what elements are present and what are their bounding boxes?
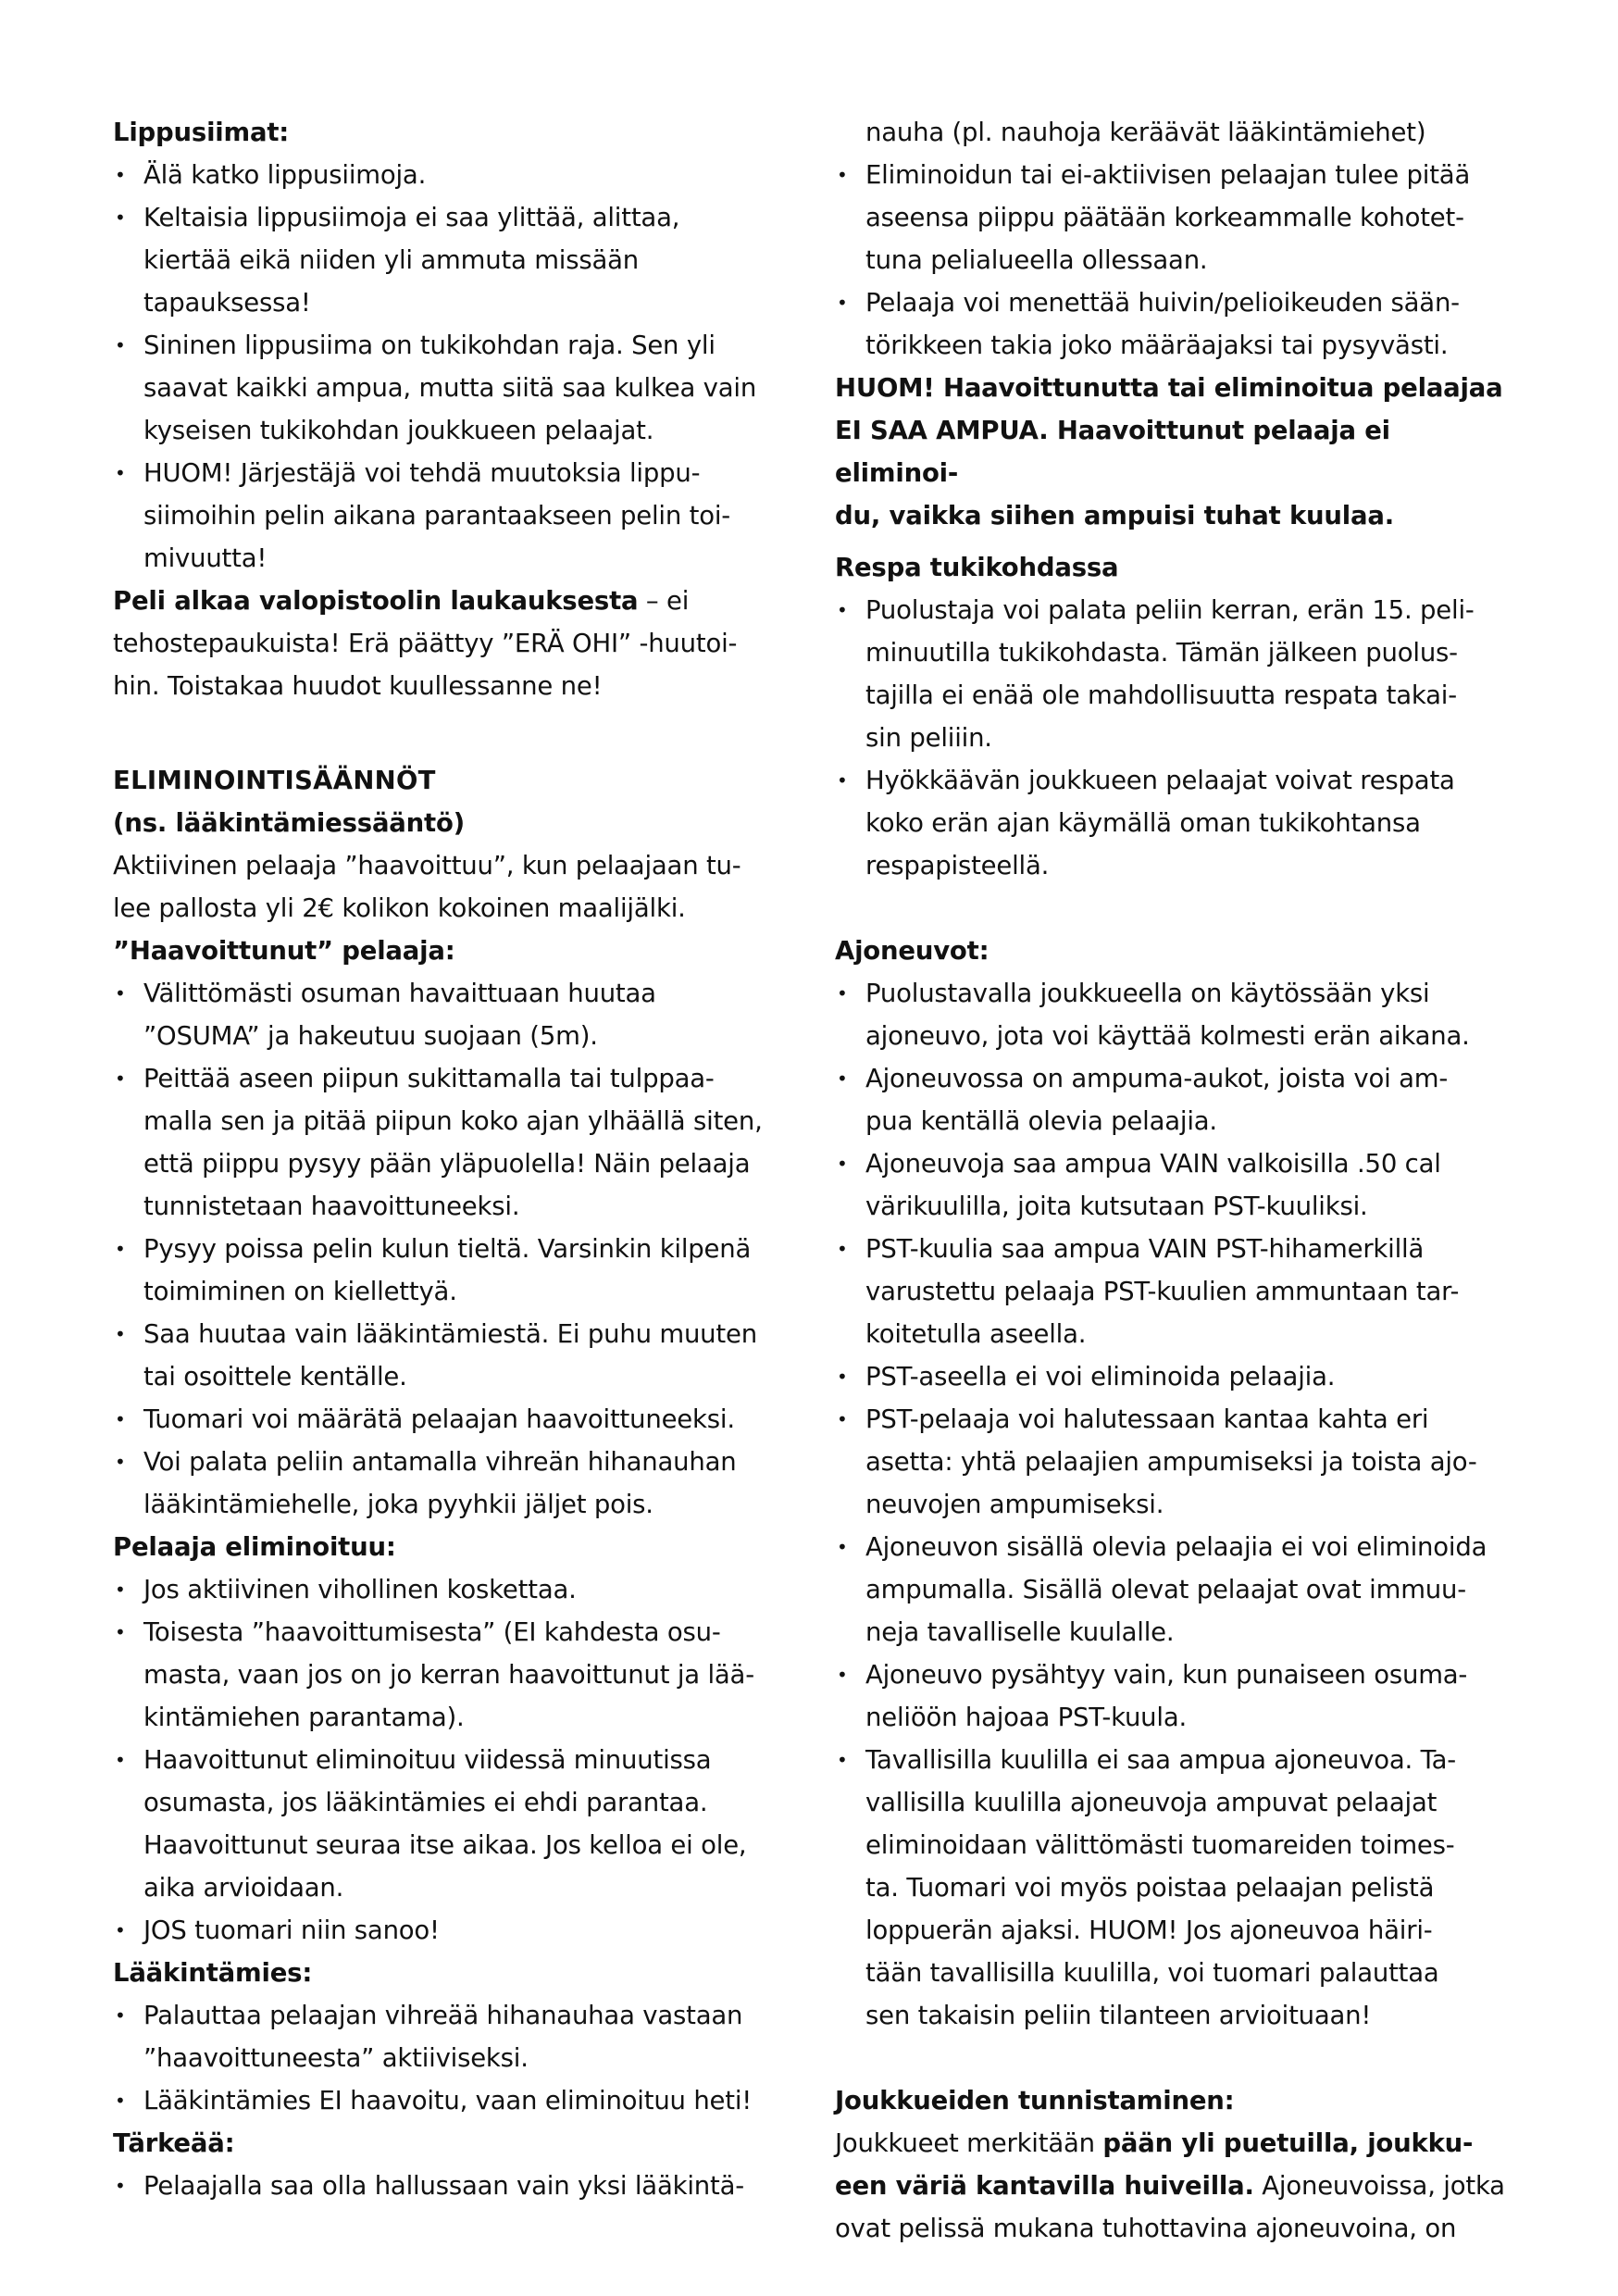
bold-text: Peli alkaa valopistoolin laukauksesta	[113, 586, 639, 616]
section-heading-respa: Respa tukikohdassa	[835, 553, 1119, 582]
section-title-elimination-rules: ELIMINOINTISÄÄNNÖT	[113, 766, 436, 795]
list-item: • Lääkintämies EI haavoitu, vaan eliminoituu heti!	[113, 2079, 793, 2122]
list-item: • Tavallisilla kuulilla ei saa ampua ajoneuvoa. Ta- vallisilla kuulilla ajoneuvoja ampuvat pelaajat eliminoidaan välittömästi tuomareiden toimes- ta. Tuomari voi myös poistaa pelaajan pelistä loppuerän ajaksi. HUOM! Jos ajoneuvoa häiri- tään tavallisilla kuulilla, voi tuomari palauttaa sen takaisin peliin tilanteen arvioituaan!	[835, 1739, 1515, 2037]
bold-text: pään yli puetuilla, joukku-	[1102, 2128, 1474, 2158]
teams-paragraph: Joukkueet merkitään pään yli puetuilla, joukku- een väriä kantavilla huiveilla. Ajoneuvoissa, jotka ovat pelissä mukana tuhottavina ajoneuvoina, on	[835, 2128, 1505, 2243]
section-heading-medic: Lääkintämies:	[113, 1958, 313, 1988]
bullet-list	[113, 972, 793, 1526]
list-item: • Haavoittunut eliminoituu viidessä minuutissa osumasta, jos lääkintämies ei ehdi parantaa. Haavoittunut seuraa itse aikaa. Jos kelloa ei ole, aika arvioidaan.	[113, 1739, 793, 1909]
list-item: • Palauttaa pelaajan vihreää hihanauhaa vastaan ”haavoittuneesta” aktiiviseksi.	[113, 1994, 793, 2079]
list-item: • Ajoneuvo pysähtyy vain, kun punaiseen osuma- neliöön hajoaa PST-kuula.	[835, 1653, 1515, 1739]
list-item: • Hyökkäävän joukkueen pelaajat voivat respata koko erän ajan käymällä oman tukikohtansa respapisteellä.	[835, 759, 1515, 887]
list-item: • Välittömästi osuman havaittuaan huutaa ”OSUMA” ja hakeutuu suojaan (5m).	[113, 972, 793, 1057]
right-column	[835, 111, 1515, 2250]
list-item: • PST-aseella ei voi eliminoida pelaajia.	[835, 1355, 1515, 1398]
bullet-list	[113, 2165, 793, 2207]
bullet-list	[113, 1994, 793, 2122]
bullet-list	[835, 589, 1515, 887]
list-item: • Ajoneuvoja saa ampua VAIN valkoisilla .50 cal värikuulilla, joita kutsutaan PST-kuuliksi.	[835, 1142, 1515, 1228]
section-heading-teams: Joukkueiden tunnistaminen:	[835, 2086, 1235, 2115]
paragraph-game-start: Peli alkaa valopistoolin laukauksesta – ei	[113, 586, 690, 616]
bold-text: een väriä kantavilla huiveilla.	[835, 2171, 1254, 2201]
bullet-list	[113, 154, 793, 580]
list-item: • Pysyy poissa pelin kulun tieltä. Varsinkin kilpenä toimiminen on kiellettyä.	[113, 1228, 793, 1313]
list-item: • Ajoneuvossa on ampuma-aukot, joista voi am- pua kentällä olevia pelaajia.	[835, 1057, 1515, 1142]
list-item: • Peittää aseen piipun sukittamalla tai tulppaa- malla sen ja pitää piipun koko ajan ylhäällä siten, että piippu pysyy pään yläpuolella! Näin pelaaja tunnistetaan haavoittuneeksi.	[113, 1057, 793, 1228]
section-heading-important: Tärkeää:	[113, 2128, 235, 2158]
intro-paragraph: Aktiivinen pelaaja ”haavoittuu”, kun pelaajaan tu- lee pallosta yli 2€ kolikon kokoinen maalijälki.	[113, 851, 741, 923]
bullet-list	[835, 972, 1515, 2037]
list-item: • Pelaajalla saa olla hallussaan vain yksi lääkintä-	[113, 2165, 793, 2207]
left-column	[113, 111, 793, 2207]
list-continuation: nauha (pl. nauhoja keräävät lääkintämiehet)	[865, 118, 1426, 147]
list-item: • Keltaisia lippusiimoja ei saa ylittää, alittaa, kiertää eikä niiden yli ammuta missään tapauksessa!	[113, 196, 793, 324]
list-item: • Eliminoidun tai ei-aktiivisen pelaajan tulee pitää aseensa piippu päätään korkeammalle kohotet- tuna pelialueella ollessaan.	[835, 154, 1515, 281]
bullet-list	[113, 1568, 793, 1952]
bold-note: HUOM! Haavoittunutta tai eliminoitua pelaajaa EI SAA AMPUA. Haavoittunut pelaaja ei eliminoi- du, vaikka siihen ampuisi tuhat kuulaa.	[835, 373, 1503, 530]
section-heading-lippusiimat: Lippusiimat:	[113, 118, 290, 147]
section-heading-eliminated: Pelaaja eliminoituu:	[113, 1532, 396, 1562]
paragraph-lines: tehostepaukuista! Erä päättyy ”ERÄ OHI” -huutoi- hin. Toistakaa huudot kuullessanne ne!	[113, 629, 738, 701]
list-item: • Sininen lippusiima on tukikohdan raja. Sen yli saavat kaikki ampua, mutta siitä saa kulkea vain kyseisen tukikohdan joukkueen pelaajat.	[113, 324, 793, 452]
list-item: • Toisesta ”haavoittumisesta” (EI kahdesta osu- masta, vaan jos on jo kerran haavoittunut ja lää- kintämiehen parantama).	[113, 1611, 793, 1739]
section-heading-wounded: ”Haavoittunut” pelaaja:	[113, 936, 455, 966]
list-item: • Puolustavalla joukkueella on käytössään yksi ajoneuvo, jota voi käyttää kolmesti erän aikana.	[835, 972, 1515, 1057]
list-item: • JOS tuomari niin sanoo!	[113, 1909, 793, 1952]
list-item: • Saa huutaa vain lääkintämiestä. Ei puhu muuten tai osoittele kentälle.	[113, 1313, 793, 1398]
section-heading-vehicles: Ajoneuvot:	[835, 936, 989, 966]
list-item: • Pelaaja voi menettää huivin/pelioikeuden sään- törikkeen takia joko määräajaksi tai pysyvästi.	[835, 281, 1515, 367]
list-item: • PST-kuulia saa ampua VAIN PST-hihamerkillä varustettu pelaaja PST-kuulien ammuntaan tar- koitetulla aseella.	[835, 1228, 1515, 1355]
list-item: • Jos aktiivinen vihollinen koskettaa.	[113, 1568, 793, 1611]
list-item: • Tuomari voi määrätä pelaajan haavoittuneeksi.	[113, 1398, 793, 1441]
list-item: • Älä katko lippusiimoja.	[113, 154, 793, 196]
list-item: • HUOM! Järjestäjä voi tehdä muutoksia lippu- siimoihin pelin aikana parantaakseen pelin toi- mivuutta!	[113, 452, 793, 580]
bullet-list	[835, 154, 1515, 367]
list-item: • Voi palata peliin antamalla vihreän hihanauhan lääkintämiehelle, joka pyyhkii jäljet pois.	[113, 1441, 793, 1526]
list-item: • Puolustaja voi palata peliin kerran, erän 15. peli- minuutilla tukikohdasta. Tämän jälkeen puolus- tajilla ei enää ole mahdollisuutta respata takai- sin peliiin.	[835, 589, 1515, 759]
list-item: • Ajoneuvon sisällä olevia pelaajia ei voi eliminoida ampumalla. Sisällä olevat pelaajat ovat immuu- neja tavalliselle kuulalle.	[835, 1526, 1515, 1653]
list-item: • PST-pelaaja voi halutessaan kantaa kahta eri asetta: yhtä pelaajien ampumiseksi ja toista ajo- neuvojen ampumiseksi.	[835, 1398, 1515, 1526]
section-subtitle: (ns. lääkintämiessääntö)	[113, 808, 466, 838]
